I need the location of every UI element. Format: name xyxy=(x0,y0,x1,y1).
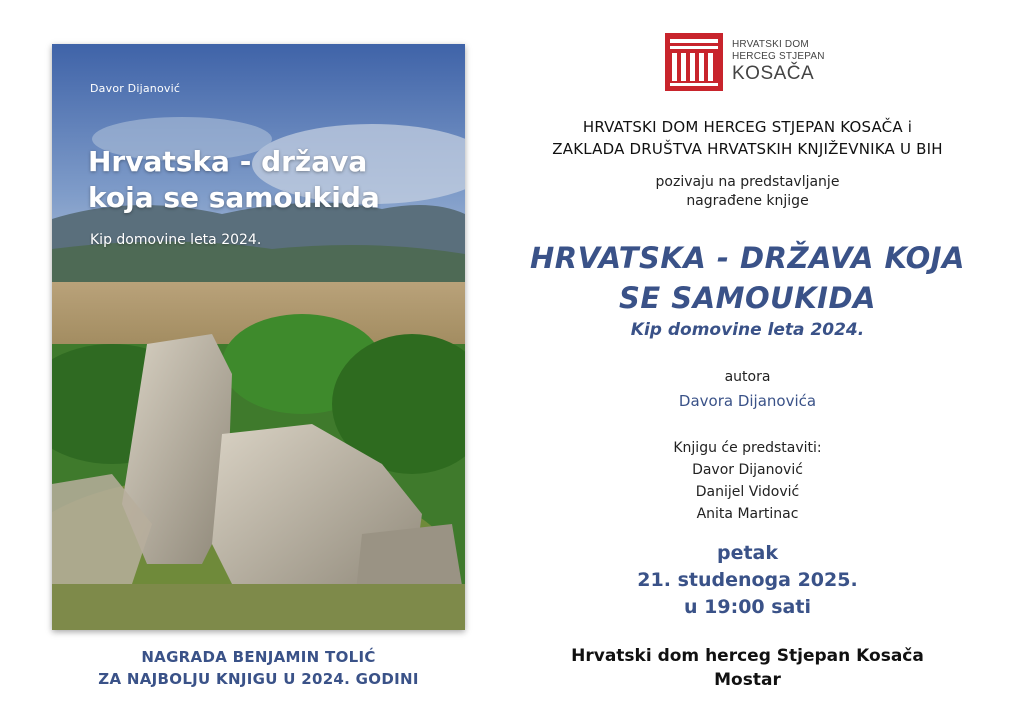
event-date: 21. studenoga 2025. xyxy=(637,569,858,591)
organizers xyxy=(480,116,1015,160)
building-colonnade-icon xyxy=(665,33,723,91)
organizer-logo xyxy=(665,33,840,91)
presenter-name: Danijel Vidović xyxy=(695,484,800,500)
organizer-line: HRVATSKI DOM HERCEG STJEPAN KOSAČA i xyxy=(582,118,913,136)
presenters-label: Knjigu će predstaviti: xyxy=(673,440,822,456)
award-line: ZA NAJBOLJU KNJIGU U 2024. GODINI xyxy=(98,670,419,688)
presenters xyxy=(480,437,1015,525)
author-name: Davora Dijanovića xyxy=(678,392,817,410)
organizer-line: ZAKLADA DRUŠTVA HRVATSKIH KNJIŽEVNIKA U BIH xyxy=(552,140,943,158)
cover-photo xyxy=(52,44,465,630)
award-line: NAGRADA BENJAMIN TOLIĆ xyxy=(141,648,376,666)
presenter-name: Davor Dijanović xyxy=(692,462,803,478)
cover-author: Davor Dijanović xyxy=(90,82,181,95)
venue-name: Hrvatski dom herceg Stjepan Kosača xyxy=(571,646,924,666)
author-label: autora xyxy=(724,369,771,385)
book-cover xyxy=(52,44,465,630)
venue xyxy=(480,644,1015,692)
invitation-text xyxy=(480,173,1015,211)
book-subtitle: Kip domovine leta 2024. xyxy=(630,320,865,340)
logo-line: KOSAČA xyxy=(732,63,815,84)
presenter-name: Anita Martinac xyxy=(696,506,799,522)
invitation-line: pozivaju na predstavljanje xyxy=(655,174,840,190)
book-title-line: HRVATSKA - DRŽAVA KOJA xyxy=(530,241,965,275)
event-time: u 19:00 sati xyxy=(684,596,811,618)
invitation-line: nagrađene knjige xyxy=(686,193,809,209)
logo-wordmark xyxy=(732,39,825,85)
event-day: petak xyxy=(716,542,779,564)
cover-title-line: Hrvatska - država xyxy=(88,145,368,178)
book-title xyxy=(480,238,1015,318)
award-caption xyxy=(52,646,465,690)
logo-line: HRVATSKI DOM xyxy=(732,39,809,50)
book-title-line: SE SAMOUKIDA xyxy=(619,281,876,315)
cover-title xyxy=(88,144,380,216)
cover-subtitle: Kip domovine leta 2024. xyxy=(90,232,262,248)
logo-line: HERCEG STJEPAN xyxy=(732,51,825,62)
event-datetime xyxy=(480,540,1015,621)
venue-city: Mostar xyxy=(714,670,781,690)
cover-title-line: koja se samoukida xyxy=(88,181,380,214)
